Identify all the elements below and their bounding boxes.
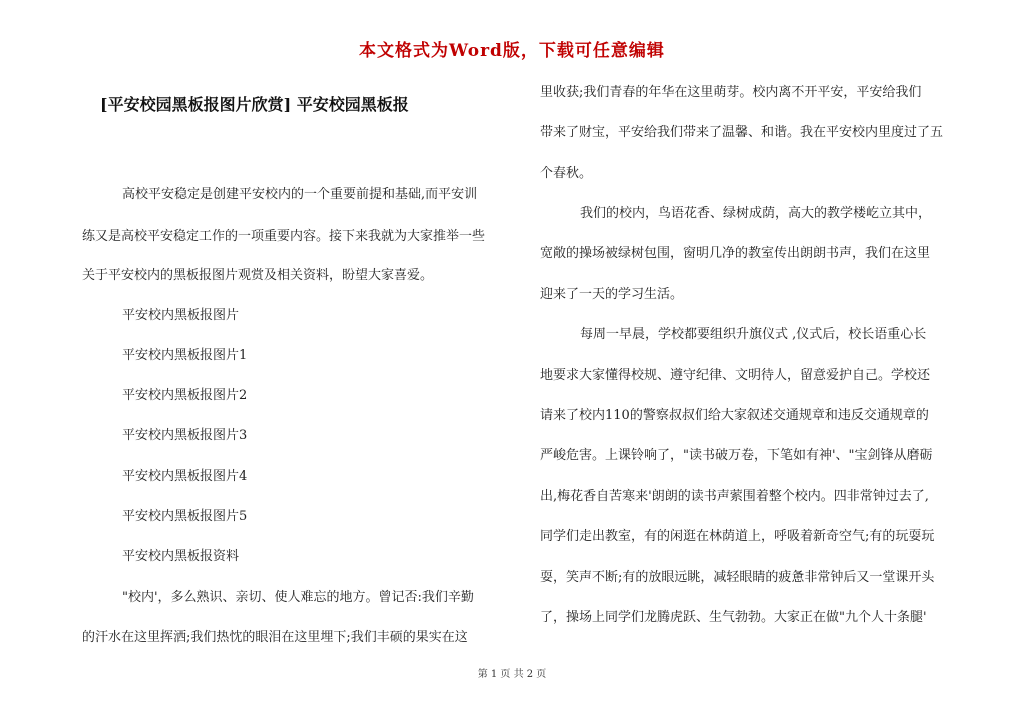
paragraph-line: 我们的校内，鸟语花香、绿树成荫，高大的教学楼屹立其中， — [580, 206, 932, 221]
list-item: 平安校内黑板报图片2 — [122, 388, 248, 403]
list-item: 平安校内黑板报资料 — [122, 549, 240, 564]
list-item: 平安校内黑板报图片 — [122, 308, 240, 323]
paragraph-line: 请来了校内110的警察叔叔们给大家叙述交通规章和违反交通规章的 — [540, 408, 929, 423]
paragraph-line: 了，操场上同学们龙腾虎跃、生气勃勃。大家正在做"九个人十条腿' — [540, 610, 927, 625]
paragraph-line: 耍，笑声不断;有的放眼远眺，减轻眼睛的疲惫非常钟后又一堂课开头 — [540, 570, 935, 585]
paragraph-line: 关于平安校内的黑板报图片观赏及相关资料，盼望大家喜爱。 — [82, 268, 434, 283]
list-item: 平安校内黑板报图片1 — [122, 348, 248, 363]
paragraph-line: 严峻危害。上课铃响了，"读书破万卷，下笔如有神'、"宝剑锋从磨砺 — [540, 448, 933, 463]
paragraph-line: 练又是高校平安稳定工作的一项重要内容。接下来我就为大家推举一些 — [82, 229, 486, 244]
list-item: 平安校内黑板报图片3 — [122, 428, 248, 443]
paragraph-line: 地要求大家懂得校规、遵守纪律、文明待人，留意爱护自己。学校还 — [540, 368, 931, 383]
paragraph-line: "校内'，多么熟识、亲切、使人难忘的地方。曾记否:我们辛勤 — [122, 590, 474, 605]
list-item: 平安校内黑板报图片5 — [122, 509, 248, 524]
paragraph-line: 出,梅花香自苦寒来'朗朗的读书声萦围着整个校内。四非常钟过去了, — [540, 489, 929, 504]
paragraph-line: 每周一早晨，学校都要组织升旗仪式 ,仪式后，校长语重心长 — [580, 327, 927, 342]
paragraph-line: 个春秋。 — [540, 166, 593, 181]
paragraph-line: 同学们走出教室，有的闲逛在林荫道上，呼吸着新奇空气;有的玩耍玩 — [540, 529, 935, 544]
document-banner: 本文格式为Word版，下载可任意编辑 — [359, 41, 665, 61]
paragraph-line: 里收获;我们青春的年华在这里萌芽。校内离不开平安，平安给我们 — [540, 85, 922, 100]
page-footer: 第 1 页 共 2 页 — [477, 669, 547, 680]
list-item: 平安校内黑板报图片4 — [122, 469, 248, 484]
document-title: [平安校园黑板报图片欣赏] 平安校园黑板报 — [100, 95, 409, 114]
paragraph-line: 宽敞的操场被绿树包围，窗明几净的教室传出朗朗书声，我们在这里 — [540, 246, 931, 261]
paragraph-line: 迎来了一天的学习生活。 — [540, 287, 684, 302]
paragraph-line: 带来了财宝，平安给我们带来了温馨、和谐。我在平安校内里度过了五 — [540, 125, 944, 140]
paragraph-line: 的汗水在这里挥洒;我们热忱的眼泪在这里埋下;我们丰硕的果实在这 — [82, 630, 468, 645]
paragraph-line: 高校平安稳定是创建平安校内的一个重要前提和基础,而平安训 — [122, 187, 478, 202]
